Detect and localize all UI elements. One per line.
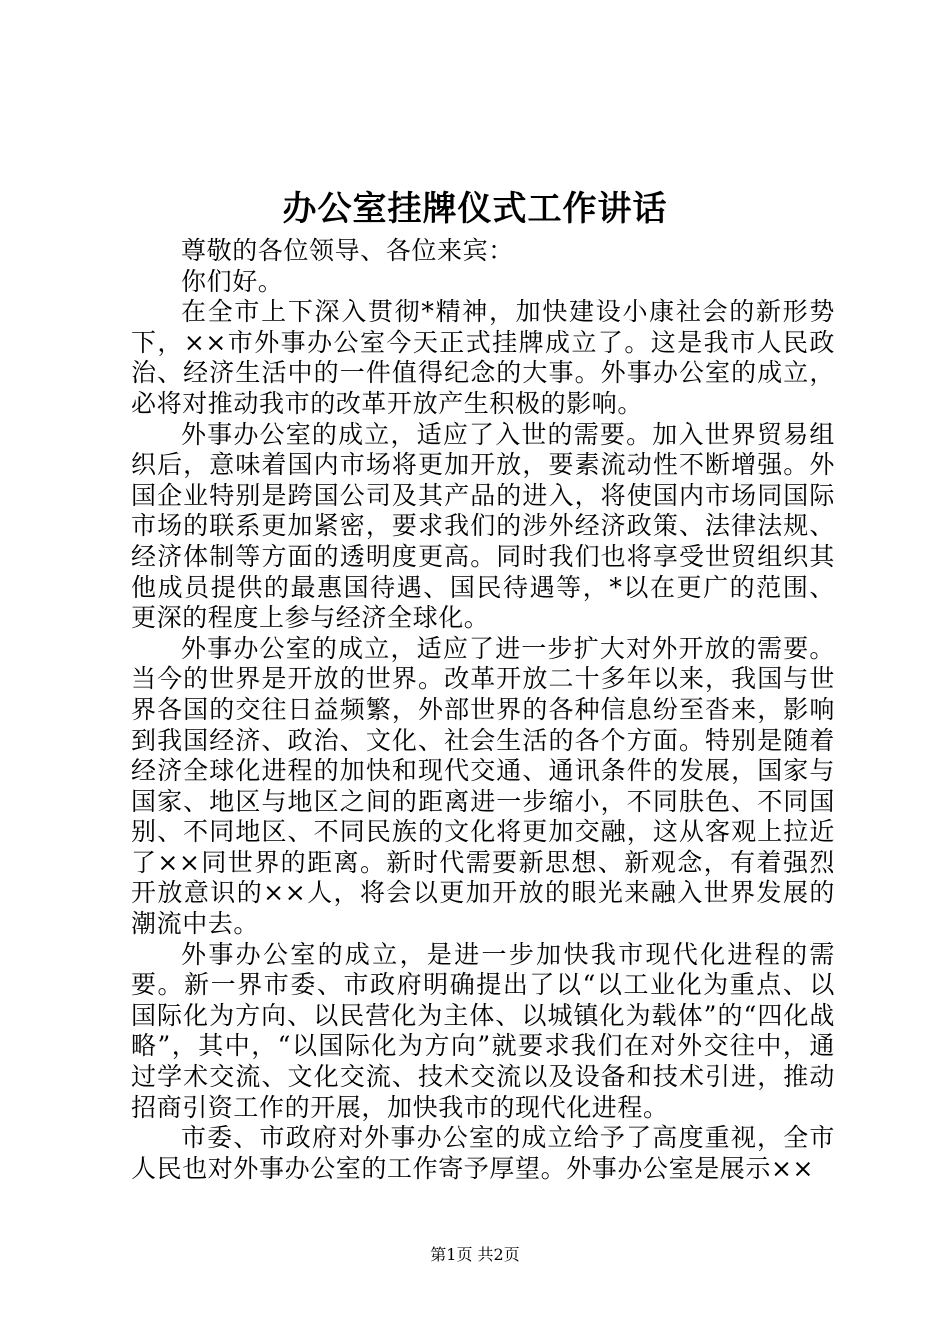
paragraph-wto: 外事办公室的成立，适应了入世的需要。加入世界贸易组织后，意味着国内市场将更加开放，要素流动性不断增强。外国企业特别是跨国公司及其产品的进入，将使国内市场同国际市场的联系更加紧密，要求我们的涉外经济政策、法律法规、经济体制等方面的透明度更高。同时我们也将享受世贸组织其他成员提供的最惠国待遇、国民待遇等，*以在更广的范围、更深的程度上参与经济全球化。	[131, 419, 835, 633]
paragraph-intro: 在全市上下深入贯彻*精神，加快建设小康社会的新形势下，××市外事办公室今天正式挂牌成立了。这是我市人民政治、经济生活中的一件值得纪念的大事。外事办公室的成立，必将对推动我市的改革开放产生积极的影响。	[131, 297, 835, 418]
greeting: 你们好。	[181, 266, 284, 296]
document-title: 办公室挂牌仪式工作讲话	[282, 189, 668, 229]
page-footer: 第1页 共2页	[430, 1245, 520, 1264]
paragraph-modernization: 外事办公室的成立，是进一步加快我市现代化进程的需要。新一界市委、市政府明确提出了以“以工业化为重点、以国际化为方向、以民营化为主体、以城镇化为载体”的“四化战略”，其中，“以国际化为方向”就要求我们在对外交往中，通过学术交流、文化交流、技术交流以及设备和技术引进，推动招商引资工作的开展，加快我市的现代化进程。	[131, 939, 835, 1122]
paragraph-expectations: 市委、市政府对外事办公室的成立给予了高度重视，全市人民也对外事办公室的工作寄予厚望。外事办公室是展示××	[131, 1123, 835, 1183]
document-body	[131, 236, 835, 1184]
salutation: 尊敬的各位领导、各位来宾：	[181, 236, 514, 265]
paragraph-opening-up: 外事办公室的成立，适应了进一步扩大对外开放的需要。当今的世界是开放的世界。改革开放二十多年以来，我国与世界各国的交往日益频繁，外部世界的各种信息纷至沓来，影响到我国经济、政治、文化、社会生活的各个方面。特别是随着经济全球化进程的加快和现代交通、通讯条件的发展，国家与国家、地区与地区之间的距离进一步缩小，不同肤色、不同国别、不同地区、不同民族的文化将更加交融，这从客观上拉近了××同世界的距离。新时代需要新思想、新观念，有着强烈开放意识的××人，将会以更加开放的眼光来融入世界发展的潮流中去。	[131, 633, 835, 939]
